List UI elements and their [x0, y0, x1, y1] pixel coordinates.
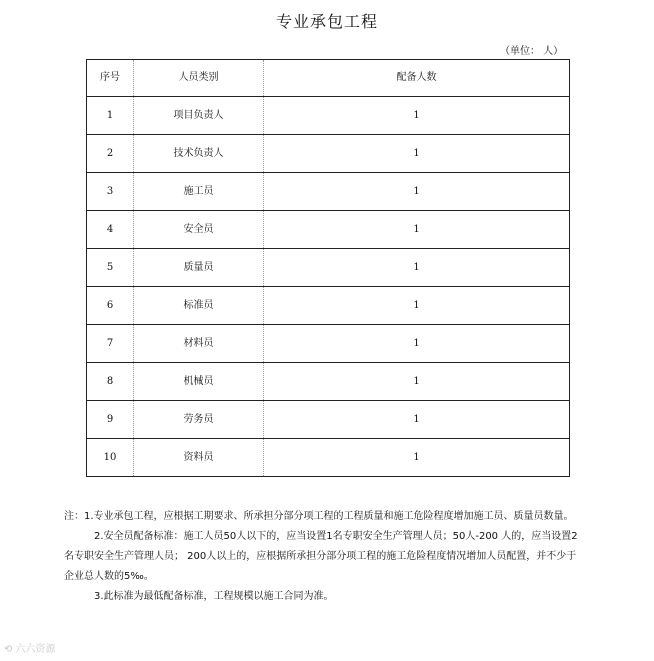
table-row [87, 401, 570, 439]
row-number: 5 [87, 249, 134, 287]
row-number: 4 [87, 211, 134, 249]
table-row [87, 211, 570, 249]
row-number: 2 [87, 135, 134, 173]
row-category: 质量员 [134, 249, 264, 287]
row-count: 1 [264, 173, 570, 211]
page-title: 专业承包工程 [275, 12, 378, 31]
row-number: 7 [87, 325, 134, 363]
row-count: 1 [264, 401, 570, 439]
row-category: 项目负责人 [134, 97, 264, 135]
note-1: 注：1.专业承包工程，应根据工期要求、所承担分部分项工程的工程质量和施工危险程度增加施工员、质量员数量。 [64, 511, 574, 522]
row-number: 9 [87, 401, 134, 439]
table-row [87, 363, 570, 401]
table-row [87, 173, 570, 211]
row-category: 资料员 [134, 439, 264, 477]
row-category: 标准员 [134, 287, 264, 325]
row-category: 材料员 [134, 325, 264, 363]
row-count: 1 [264, 287, 570, 325]
row-count: 1 [264, 439, 570, 477]
header-seq: 序号 [87, 60, 134, 97]
row-number: 1 [87, 97, 134, 135]
row-category: 劳务员 [134, 401, 264, 439]
row-number: 6 [87, 287, 134, 325]
watermark [4, 640, 55, 655]
row-category: 施工员 [134, 173, 264, 211]
table-row [87, 325, 570, 363]
watermark-logo-icon: ⟲ [4, 644, 13, 655]
row-count: 1 [264, 135, 570, 173]
row-count: 1 [264, 97, 570, 135]
table-row [87, 287, 570, 325]
header-count: 配备人数 [264, 60, 570, 97]
row-category: 机械员 [134, 363, 264, 401]
row-number: 8 [87, 363, 134, 401]
unit-label: （单位： 人） [500, 46, 564, 57]
table-row [87, 135, 570, 173]
row-count: 1 [264, 211, 570, 249]
table-row [87, 249, 570, 287]
staffing-table [86, 59, 570, 477]
note-2: 2.安全员配备标准：施工人员50人以下的，应当设置1名专职安全生产管理人员；50人-200 人的，应当设置2名专职安全生产管理人员； 200人以上的，应根据所承担分部分项工程的施工危险程度情况增加人员配置，并不少于企业总人数的5‰。 [64, 531, 578, 582]
row-category: 技术负责人 [134, 135, 264, 173]
row-category: 安全员 [134, 211, 264, 249]
watermark-text: 六六资源 [15, 644, 56, 655]
row-number: 3 [87, 173, 134, 211]
header-category: 人员类别 [134, 60, 264, 97]
row-count: 1 [264, 325, 570, 363]
table-header-row [87, 60, 570, 97]
table-row [87, 439, 570, 477]
row-number: 10 [87, 439, 134, 477]
note-3: 3.此标准为最低配备标准，工程规模以施工合同为准。 [94, 591, 334, 602]
row-count: 1 [264, 249, 570, 287]
notes-section [64, 507, 584, 607]
row-count: 1 [264, 363, 570, 401]
table-row [87, 97, 570, 135]
